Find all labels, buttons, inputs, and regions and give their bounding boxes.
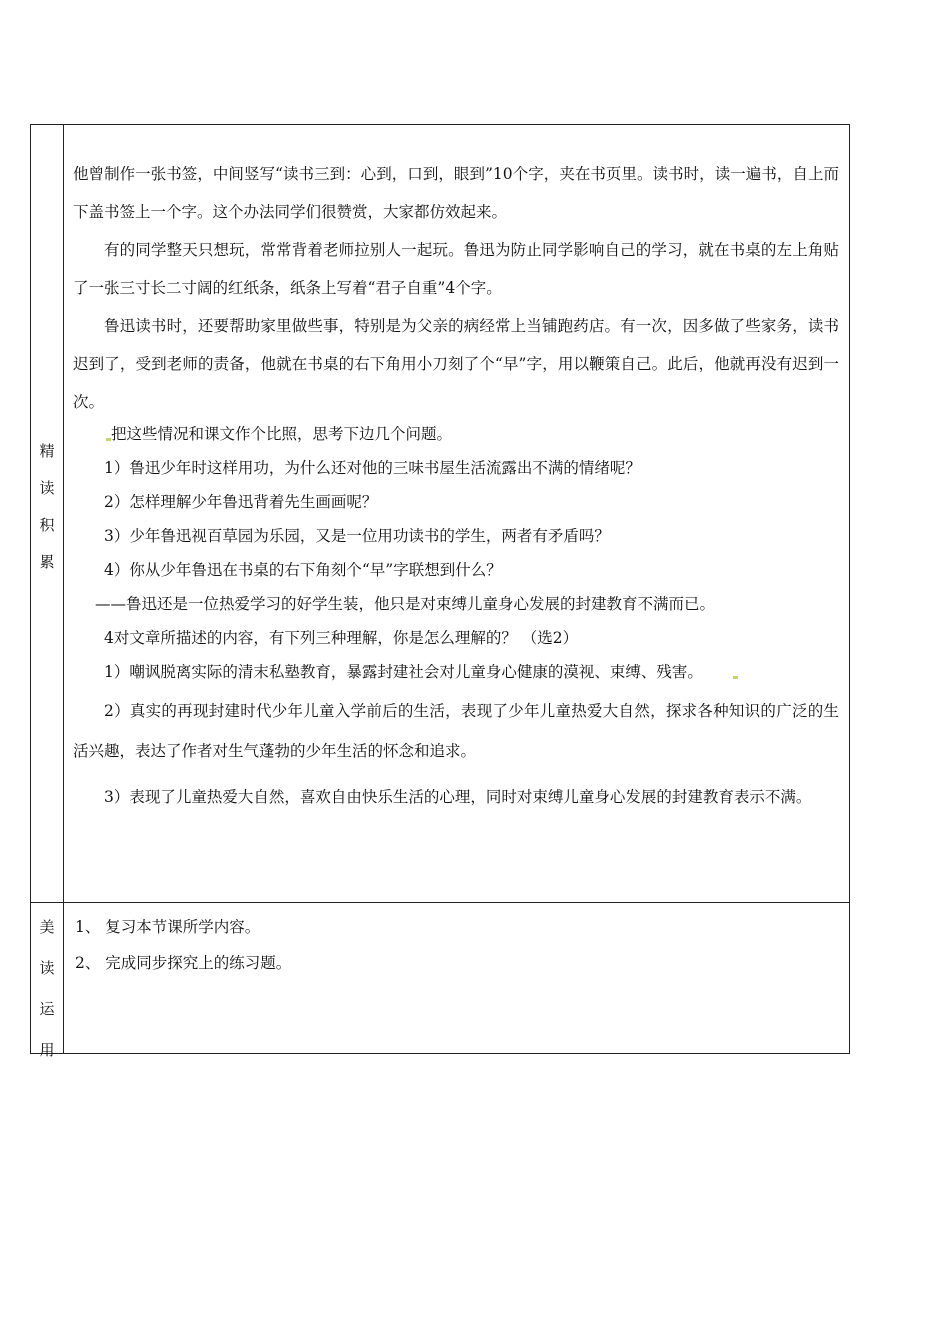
section-label-applied-reading xyxy=(31,907,63,1071)
label-char: 精 xyxy=(39,442,55,460)
question-item: 4）你从少年鲁迅在书桌的右下角刻个“早”字联想到什么？ xyxy=(104,561,502,579)
section-content-homework xyxy=(73,909,839,981)
choice-item: 3）表现了儿童热爱大自然，喜欢自由快乐生活的心理，同时对束缚儿童身心发展的封建教育表示不满。 xyxy=(104,788,812,806)
highlight-mark xyxy=(733,676,738,679)
question-item: 4对文章所描述的内容，有下列三种理解，你是怎么理解的？ （选2） xyxy=(104,629,579,647)
label-char: 用 xyxy=(39,1041,55,1059)
choice-text: 1）嘲讽脱离实际的清末私塾教育，暴露封建社会对儿童身心健康的漠视、束缚、残害。 xyxy=(104,663,703,681)
section-content-reading xyxy=(73,155,839,817)
label-char: 读 xyxy=(39,959,55,977)
prompt-label: 把这些情况和课文作个比照，思考下边几个问题。 xyxy=(111,425,453,443)
paragraph: 有的同学整天只想玩，常常背着老师拉别人一起玩。鲁迅为防止同学影响自己的学习，就在书桌的左上角贴了一张三寸长二寸阔的红纸条，纸条上写着“君子自重”4个字。 xyxy=(73,241,839,297)
label-char: 美 xyxy=(39,918,55,936)
paragraph: 他曾制作一张书签，中间竖写“读书三到：心到，口到，眼到”10个字，夹在书页里。读书时，读一遍书，自上而下盖书签上一个字。这个办法同学们很赞赏，大家都仿效起来。 xyxy=(73,165,839,221)
choice-item xyxy=(73,655,839,689)
answer-note: ——鲁迅还是一位热爱学习的好学生装，他只是对束缚儿童身心发展的封建教育不满而已。 xyxy=(95,595,716,613)
question-item: 1）鲁迅少年时这样用功，为什么还对他的三味书屋生活流露出不满的情绪呢？ xyxy=(104,459,641,477)
row-divider xyxy=(31,902,849,903)
column-divider xyxy=(63,125,64,1053)
label-char: 运 xyxy=(39,1000,55,1018)
label-char: 积 xyxy=(39,516,55,534)
section-label-intensive-reading xyxy=(31,433,63,581)
question-item: 2）怎样理解少年鲁迅背着先生画画呢？ xyxy=(104,493,378,511)
label-char: 累 xyxy=(39,553,55,571)
lesson-table xyxy=(30,124,850,1059)
homework-item: 2、 完成同步探究上的练习题。 xyxy=(75,954,292,972)
label-char: 读 xyxy=(39,479,55,497)
question-item: 3）少年鲁迅视百草园为乐园，又是一位用功读书的学生，两者有矛盾吗？ xyxy=(104,527,610,545)
choice-item: 2）真实的再现封建时代少年儿童入学前后的生活，表现了少年儿童热爱大自然，探求各种知识的广泛的生活兴趣，表达了作者对生气蓬勃的少年生活的怀念和追求。 xyxy=(73,702,839,760)
homework-item: 1、 复习本节课所学内容。 xyxy=(75,918,261,936)
paragraph: 鲁迅读书时，还要帮助家里做些事，特别是为父亲的病经常上当铺跑药店。有一次，因多做了些家务，读书迟到了，受到老师的责备，他就在书桌的右下角用小刀刻了个“早”字，用以鞭策自己。此后，他就再没有迟到一次。 xyxy=(73,317,839,411)
prompt-text xyxy=(73,417,839,451)
